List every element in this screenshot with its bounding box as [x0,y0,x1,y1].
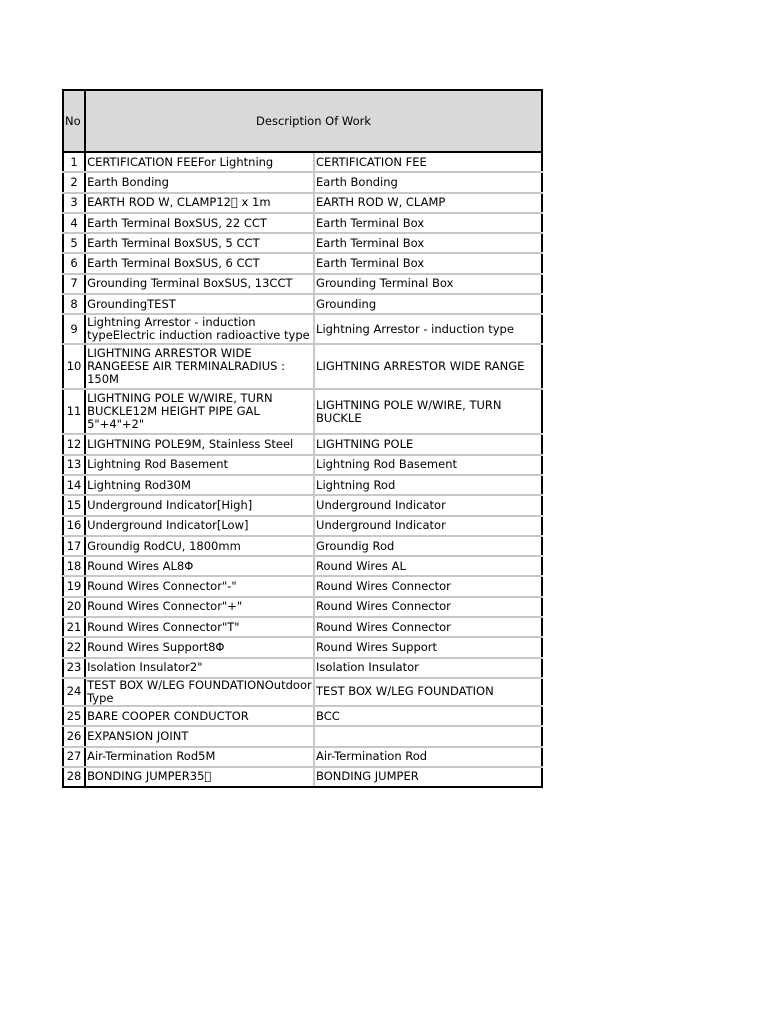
table-row [63,475,542,495]
row-number: 10 [63,344,85,389]
row-number: 22 [63,637,85,657]
row-description: BARE COOPER CONDUCTOR [85,706,314,726]
table-row [63,455,542,475]
row-description: Groundig RodCU, 1800mm [85,536,314,556]
table-row [63,706,542,726]
table-row [63,495,542,515]
row-short-description: LIGHTNING ARRESTOR WIDE RANGE [314,344,542,389]
row-number: 23 [63,658,85,678]
row-description: Lightning Rod30M [85,475,314,495]
row-description: Round Wires Connector"T" [85,617,314,637]
row-short-description: Earth Terminal Box [314,213,542,233]
row-short-description: Groundig Rod [314,536,542,556]
row-short-description: Round Wires Connector [314,617,542,637]
row-description: Earth Terminal BoxSUS, 5 CCT [85,233,314,253]
row-short-description: Air-Termination Rod [314,747,542,767]
row-short-description: CERTIFICATION FEE [314,152,542,172]
row-description: Earth Terminal BoxSUS, 22 CCT [85,213,314,233]
row-short-description: Round Wires Support [314,637,542,657]
row-short-description: Earth Terminal Box [314,233,542,253]
row-number: 24 [63,678,85,706]
row-number: 4 [63,213,85,233]
table-row [63,213,542,233]
row-number: 18 [63,556,85,576]
table-row [63,726,542,746]
table-row [63,152,542,172]
table-row [63,576,542,596]
row-description: Earth Bonding [85,172,314,192]
row-number: 12 [63,434,85,454]
row-short-description: Grounding [314,294,542,314]
row-short-description: LIGHTNING POLE W/WIRE, TURN BUCKLE [314,389,542,434]
row-number: 15 [63,495,85,515]
row-short-description: Grounding Terminal Box [314,274,542,294]
table-row [63,253,542,273]
row-description: Underground Indicator[Low] [85,516,314,536]
row-number: 11 [63,389,85,434]
row-number: 1 [63,152,85,172]
table-row [63,389,542,434]
table-row [63,516,542,536]
row-description: Underground Indicator[High] [85,495,314,515]
row-short-description: Earth Terminal Box [314,253,542,273]
row-description: GroundingTEST [85,294,314,314]
row-description: Round Wires Connector"+" [85,597,314,617]
row-number: 6 [63,253,85,273]
table-row [63,767,542,787]
row-description: Earth Terminal BoxSUS, 6 CCT [85,253,314,273]
row-number: 19 [63,576,85,596]
table-row [63,233,542,253]
row-short-description: Round Wires Connector [314,597,542,617]
row-number: 20 [63,597,85,617]
row-description: BONDING JUMPER35 [85,767,314,787]
row-short-description: Round Wires AL [314,556,542,576]
table-row [63,193,542,213]
table-row [63,617,542,637]
column-header-description: Description Of Work [85,90,542,152]
row-number: 27 [63,747,85,767]
row-description: Lightning Rod Basement [85,455,314,475]
table-row [63,597,542,617]
row-number: 3 [63,193,85,213]
row-number: 26 [63,726,85,746]
table-row [63,658,542,678]
row-number: 17 [63,536,85,556]
table-row [63,747,542,767]
row-short-description: Lightning Rod [314,475,542,495]
table-row [63,556,542,576]
row-short-description: BCC [314,706,542,726]
row-number: 5 [63,233,85,253]
row-description: Round Wires Connector"-" [85,576,314,596]
table-row [63,678,542,706]
table-row [63,172,542,192]
row-description: EXPANSION JOINT [85,726,314,746]
row-number: 21 [63,617,85,637]
row-number: 13 [63,455,85,475]
row-short-description: BONDING JUMPER [314,767,542,787]
row-description: LIGHTNING POLE9M, Stainless Steel [85,434,314,454]
row-number: 8 [63,294,85,314]
row-short-description: Earth Bonding [314,172,542,192]
work-description-table [62,89,543,788]
row-description: TEST BOX W/LEG FOUNDATIONOutdoor Type [85,678,314,706]
row-description: Grounding Terminal BoxSUS, 13CCT [85,274,314,294]
row-short-description: Lightning Arrestor - induction type [314,314,542,344]
row-short-description: Lightning Rod Basement [314,455,542,475]
row-short-description: Isolation Insulator [314,658,542,678]
row-description: Lightning Arrestor - induction typeElectric induction radioactive type [85,314,314,344]
row-description: LIGHTNING POLE W/WIRE, TURN BUCKLE12M HEIGHT PIPE GAL 5"+4"+2" [85,389,314,434]
table-row [63,294,542,314]
row-description: CERTIFICATION FEEFor Lightning [85,152,314,172]
table-row [63,434,542,454]
row-short-description: Underground Indicator [314,516,542,536]
row-description: Round Wires AL8Φ [85,556,314,576]
row-number: 2 [63,172,85,192]
row-description: LIGHTNING ARRESTOR WIDE RANGEESE AIR TERMINALRADIUS : 150M [85,344,314,389]
row-number: 25 [63,706,85,726]
table-row [63,344,542,389]
table-row [63,637,542,657]
row-short-description: TEST BOX W/LEG FOUNDATION [314,678,542,706]
row-description: Air-Termination Rod5M [85,747,314,767]
row-description: Isolation Insulator2" [85,658,314,678]
row-short-description: LIGHTNING POLE [314,434,542,454]
row-number: 9 [63,314,85,344]
row-number: 14 [63,475,85,495]
row-short-description: EARTH ROD W, CLAMP [314,193,542,213]
row-short-description [314,726,542,746]
column-header-no: No [63,90,85,152]
row-description: EARTH ROD W, CLAMP12 x 1m [85,193,314,213]
table-row [63,314,542,344]
table-row [63,274,542,294]
row-short-description: Round Wires Connector [314,576,542,596]
row-number: 7 [63,274,85,294]
row-number: 28 [63,767,85,787]
row-description: Round Wires Support8Φ [85,637,314,657]
table-header-row [63,90,542,152]
table-row [63,536,542,556]
row-number: 16 [63,516,85,536]
row-short-description: Underground Indicator [314,495,542,515]
